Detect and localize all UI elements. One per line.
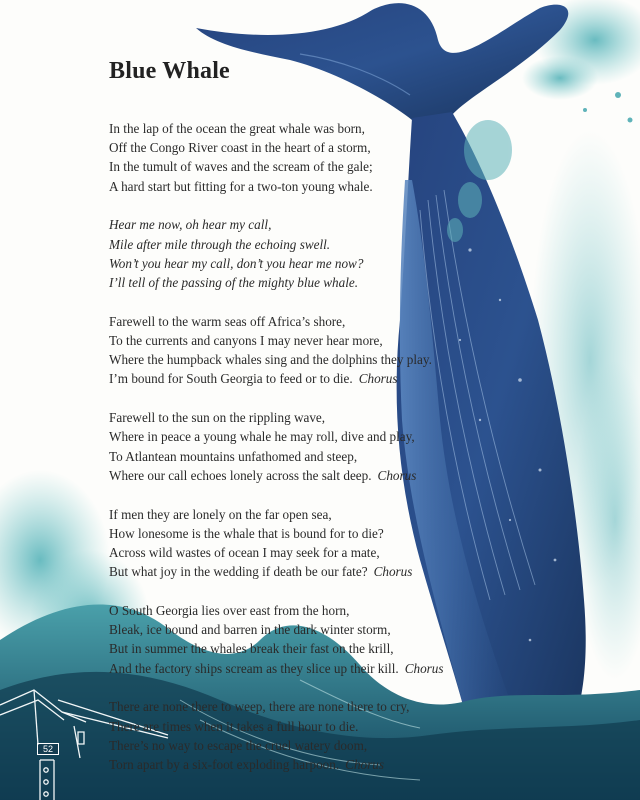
poem-line: Where the humpback whales sing and the dolphins they play. bbox=[109, 352, 432, 368]
poem-line: I’m bound for South Georgia to feed or to die. bbox=[109, 371, 353, 387]
poem-line: There’s no way to escape the cruel watery doom, bbox=[109, 737, 368, 753]
poem-line: If men they are lonely on the far open sea, bbox=[109, 506, 332, 522]
poem-line: I’ll tell of the passing of the mighty blue whale. bbox=[109, 275, 359, 291]
poem-line: Bleak, ice bound and barren in the dark winter storm, bbox=[109, 622, 391, 638]
poem-line-with-tag bbox=[109, 466, 439, 485]
poem-line: How lonesome is the whale that is bound for to die? bbox=[109, 525, 384, 541]
chorus-tag: Chorus bbox=[404, 660, 444, 676]
verse-stanza bbox=[109, 119, 439, 196]
poem-line-with-tag bbox=[109, 369, 439, 388]
verse-stanza bbox=[109, 697, 439, 774]
verse-stanza bbox=[109, 408, 439, 485]
poem-line: There are none there to weep, there are none there to cry, bbox=[109, 699, 410, 715]
poem-line: A hard start but fitting for a two-ton young whale. bbox=[109, 178, 373, 194]
poem-line: But what joy in the wedding if death be our fate? bbox=[109, 564, 368, 580]
poem-line: O South Georgia lies over east from the horn, bbox=[109, 603, 350, 619]
poem-line: Where in peace a young whale he may roll, dive and play, bbox=[109, 429, 415, 445]
poem-line: Where our call echoes lonely across the salt deep. bbox=[109, 467, 372, 483]
poem-line: And the factory ships scream as they slice up their kill. bbox=[109, 660, 399, 676]
poem-line: Farewell to the warm seas off Africa’s shore, bbox=[109, 313, 346, 329]
chorus-tag: Chorus bbox=[345, 757, 385, 773]
poem-line: But in summer the whales break their fast on the krill, bbox=[109, 641, 394, 657]
verse-stanza bbox=[109, 312, 439, 389]
chorus-tag: Chorus bbox=[377, 467, 417, 483]
poem-line: Hear me now, oh hear my call, bbox=[109, 217, 272, 233]
chorus-tag: Chorus bbox=[358, 371, 398, 387]
poem-line: Torn apart by a six-foot exploding harpoon. bbox=[109, 757, 340, 773]
poem-line: Farewell to the sun on the rippling wave, bbox=[109, 410, 326, 426]
chorus-stanza bbox=[109, 215, 439, 292]
poem-line-with-tag bbox=[109, 562, 439, 581]
poem-text bbox=[109, 119, 444, 794]
poem-line: Mile after mile through the echoing swell. bbox=[109, 236, 331, 252]
poem-line: To the currents and canyons I may never hear more, bbox=[109, 333, 383, 349]
poem-line: There are times when it takes a full hour to die. bbox=[109, 718, 359, 734]
poem-line: To Atlantean mountains unfathomed and steep, bbox=[109, 448, 358, 464]
verse-stanza bbox=[109, 601, 444, 678]
whale-tail bbox=[196, 3, 568, 120]
poem-line: Off the Congo River coast in the heart of a storm, bbox=[109, 140, 371, 156]
chorus-tag: Chorus bbox=[373, 564, 413, 580]
poem-line-with-tag bbox=[109, 659, 444, 678]
poem-line: In the tumult of waves and the scream of the gale; bbox=[109, 159, 373, 175]
verse-stanza bbox=[109, 505, 439, 582]
page-title: Blue Whale bbox=[109, 58, 230, 84]
poem-line: Won’t you hear my call, don’t you hear me now? bbox=[109, 255, 364, 271]
poem-line: Across wild wastes of ocean I may seek for a mate, bbox=[109, 545, 380, 561]
poem-line-with-tag bbox=[109, 755, 439, 774]
page-number: 52 bbox=[37, 743, 59, 755]
poem-line: In the lap of the ocean the great whale was born, bbox=[109, 121, 365, 136]
